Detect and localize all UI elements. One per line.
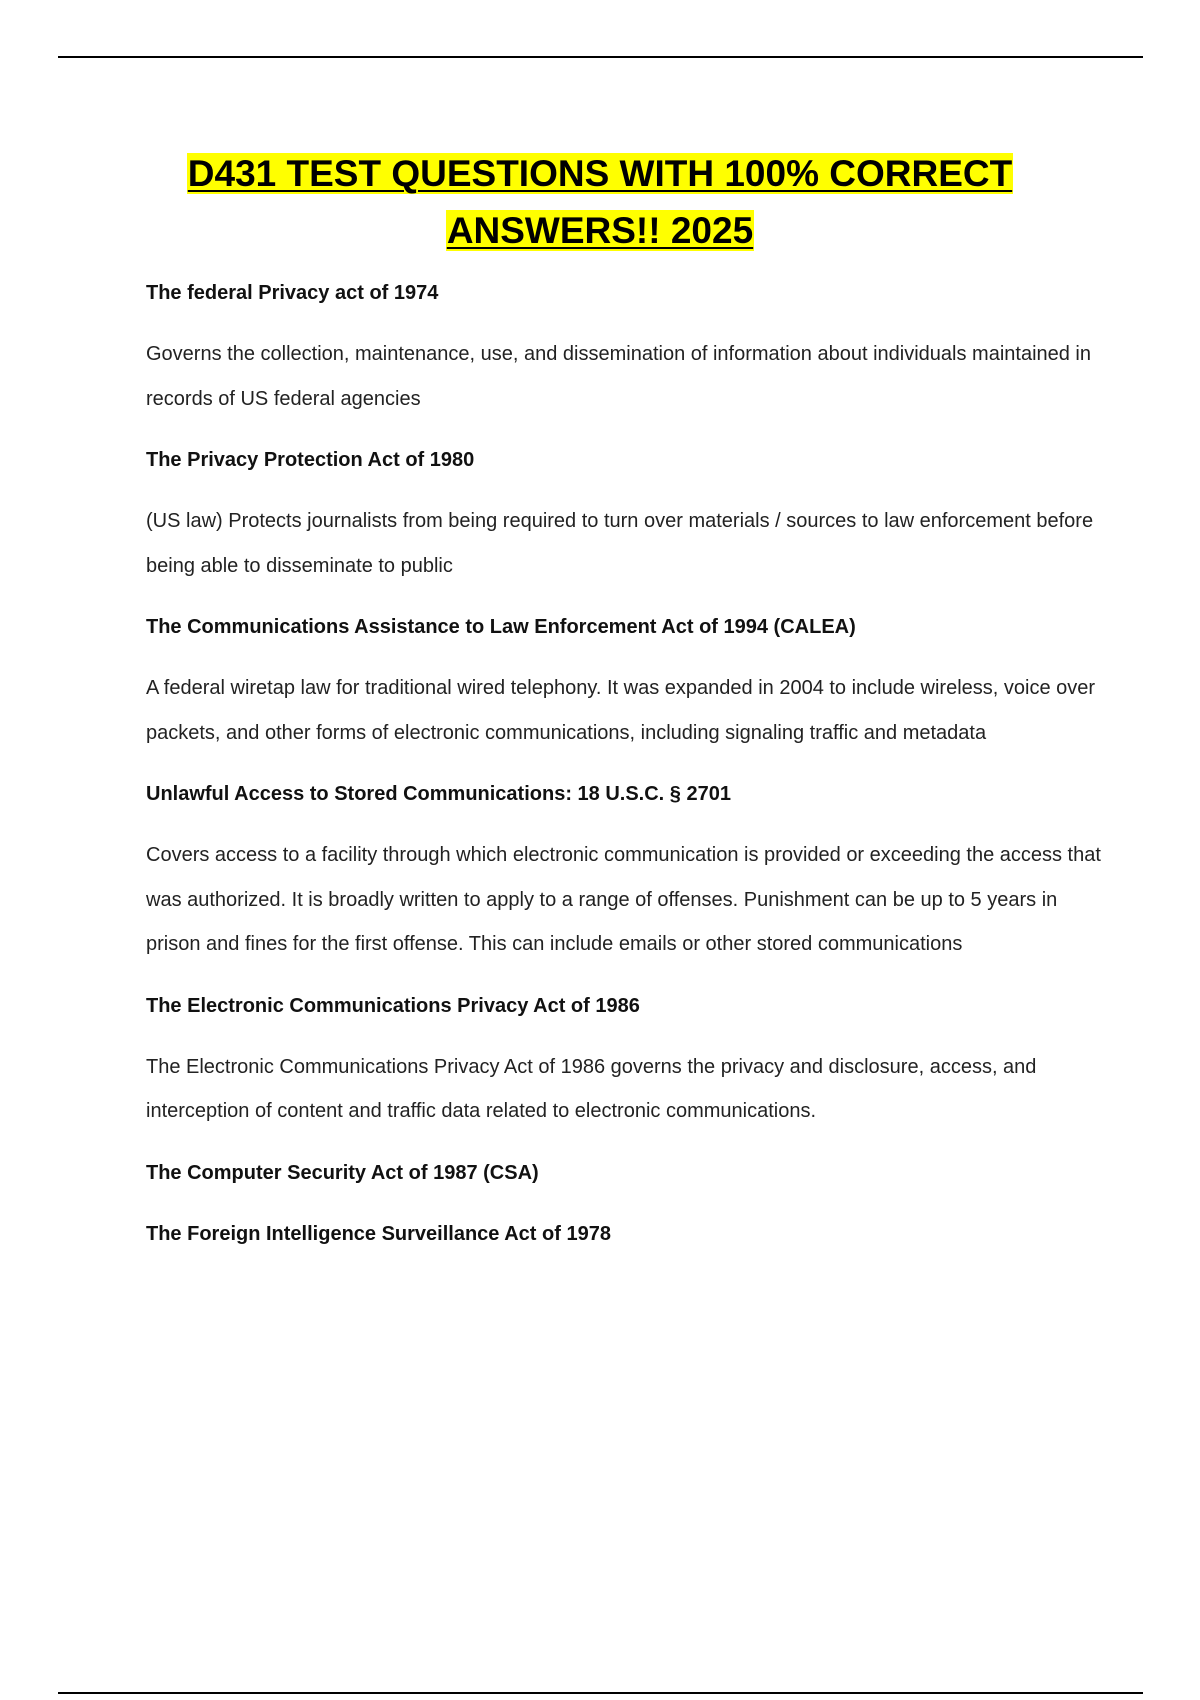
qa-list — [146, 276, 1106, 1278]
answer-2: (US law) Protects journalists from being required to turn over materials / sources to law enforcement before being able to disseminate to public — [146, 510, 1094, 577]
answer-4: Covers access to a facility through which electronic communication is provided or exceeding the access that was authorized. It is broadly written to apply to a range of offenses. Punishment can be up to 5 years in prison and fines for the first offense. This can include emails or other stored communications — [146, 844, 1101, 955]
title-line-2: ANSWERS!! 2025 — [446, 210, 754, 251]
question-2: The Privacy Protection Act of 1980 — [146, 449, 475, 471]
question-5: The Electronic Communications Privacy Act of 1986 — [146, 994, 640, 1017]
footer-rule — [58, 1692, 1143, 1694]
question-1: The federal Privacy act of 1974 — [146, 282, 439, 304]
header-rule — [58, 56, 1143, 58]
question-7: The Foreign Intelligence Surveillance Act of 1978 — [146, 1222, 611, 1245]
title-line-1: D431 TEST QUESTIONS WITH 100% CORRECT — [187, 153, 1013, 194]
document-title — [60, 145, 1140, 259]
question-4: Unlawful Access to Stored Communications: 18 U.S.C. § 2701 — [146, 783, 731, 805]
answer-5: The Electronic Communications Privacy Act of 1986 governs the privacy and disclosure, access, and interception of content and traffic data related to electronic communications. — [146, 1055, 1037, 1122]
answer-3: A federal wiretap law for traditional wired telephony. It was expanded in 2004 to include wireless, voice over packets, and other forms of electronic communications, including signaling traffic and metadata — [146, 677, 1096, 744]
answer-1: Governs the collection, maintenance, use, and dissemination of information about individuals maintained in records of US federal agencies — [146, 343, 1091, 410]
question-6: The Computer Security Act of 1987 (CSA) — [146, 1161, 539, 1184]
question-3: The Communications Assistance to Law Enforcement Act of 1994 (CALEA) — [146, 616, 856, 638]
